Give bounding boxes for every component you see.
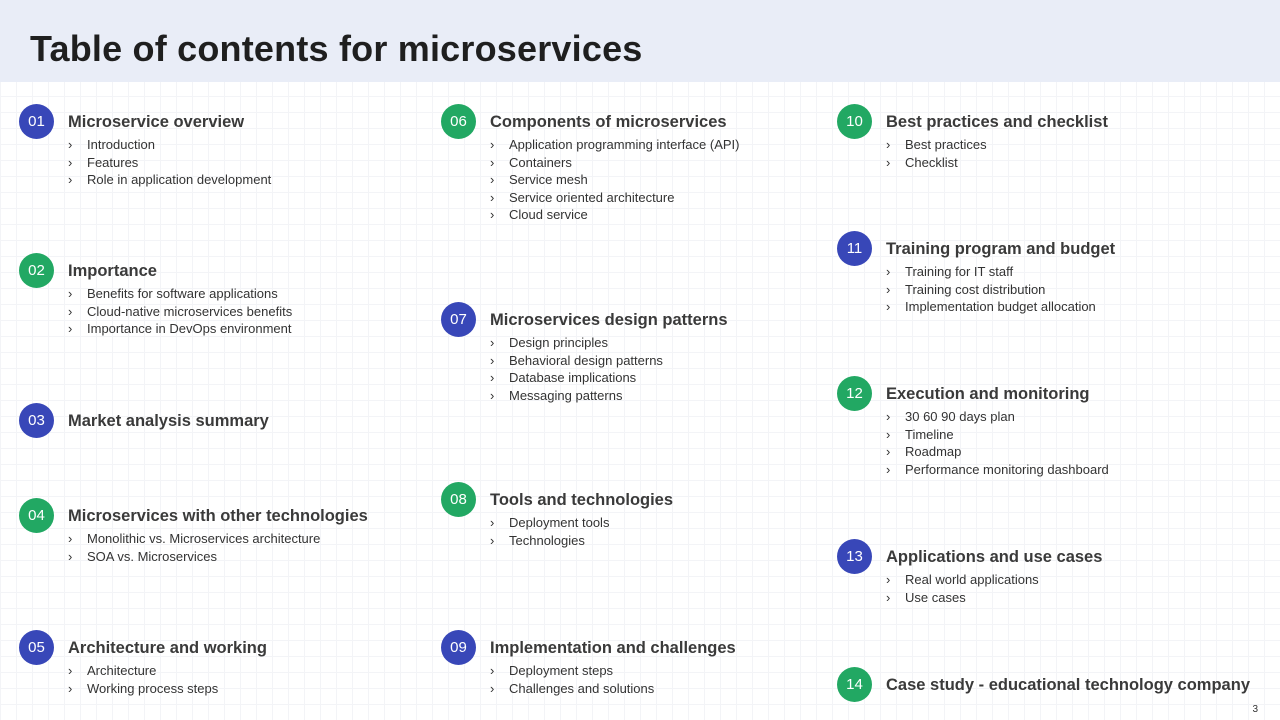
- section-title[interactable]: Importance: [68, 262, 157, 280]
- section-item: [886, 281, 1096, 299]
- section-item-label: Behavioral design patterns: [509, 352, 663, 368]
- section-item: [886, 154, 987, 172]
- section-item: [68, 285, 292, 303]
- chevron-right-icon: ›: [490, 207, 495, 223]
- section-item: [490, 352, 663, 370]
- section-number-badge: 08: [441, 482, 476, 517]
- chevron-right-icon: ›: [68, 548, 73, 564]
- section-item-label: Importance in DevOps environment: [87, 321, 292, 337]
- section-item: [68, 680, 218, 698]
- chevron-right-icon: ›: [68, 303, 73, 319]
- chevron-right-icon: ›: [490, 189, 495, 205]
- chevron-right-icon: ›: [886, 154, 891, 170]
- section-items-list: [68, 136, 271, 189]
- section-item-label: SOA vs. Microservices: [87, 548, 218, 564]
- section-item-label: Timeline: [905, 426, 954, 442]
- section-title[interactable]: Implementation and challenges: [490, 639, 736, 657]
- section-number-badge: 14: [837, 667, 872, 702]
- section-items-list: [886, 263, 1096, 316]
- section-item-label: Cloud-native microservices benefits: [87, 303, 293, 319]
- section-number-badge: 02: [19, 253, 54, 288]
- section-item-label: Application programming interface (API): [509, 137, 740, 152]
- section-item-label: Real world applications: [905, 572, 1039, 587]
- chevron-right-icon: ›: [68, 531, 73, 546]
- chevron-right-icon: ›: [886, 444, 891, 460]
- section-item: [490, 532, 609, 550]
- section-title[interactable]: Components of microservices: [490, 113, 727, 131]
- section-item-label: Introduction: [87, 137, 155, 152]
- section-item: [490, 334, 663, 352]
- section-number-badge: 01: [19, 104, 54, 139]
- section-item: [68, 136, 271, 154]
- section-number-badge: 07: [441, 302, 476, 337]
- chevron-right-icon: ›: [68, 321, 73, 337]
- section-item: [490, 154, 740, 172]
- section-item-label: Implementation budget allocation: [905, 299, 1096, 315]
- section-item-label: Technologies: [509, 532, 585, 548]
- section-items-list: [68, 662, 218, 697]
- section-item: [68, 303, 292, 321]
- section-item: [490, 171, 740, 189]
- section-item: [490, 189, 740, 207]
- section-number-badge: 12: [837, 376, 872, 411]
- section-item-label: Role in application development: [87, 172, 272, 188]
- section-item: [886, 136, 987, 154]
- chevron-right-icon: ›: [490, 154, 495, 170]
- section-title[interactable]: Architecture and working: [68, 639, 267, 657]
- section-title[interactable]: Microservices with other technologies: [68, 507, 368, 525]
- section-title[interactable]: Applications and use cases: [886, 548, 1103, 566]
- section-item: [490, 680, 654, 698]
- section-title[interactable]: Tools and technologies: [490, 491, 674, 509]
- section-item: [68, 530, 320, 548]
- section-item-label: Database implications: [509, 370, 637, 386]
- section-number-badge: 03: [19, 403, 54, 438]
- section-item-label: Containers: [509, 154, 572, 170]
- section-items-list: [490, 514, 609, 549]
- chevron-right-icon: ›: [68, 172, 73, 188]
- section-item: [68, 154, 271, 172]
- chevron-right-icon: ›: [490, 370, 495, 386]
- section-item-label: Roadmap: [905, 444, 962, 460]
- section-number-badge: 10: [837, 104, 872, 139]
- chevron-right-icon: ›: [490, 137, 495, 152]
- chevron-right-icon: ›: [68, 663, 73, 678]
- chevron-right-icon: ›: [886, 461, 891, 477]
- section-item-label: Features: [87, 154, 139, 170]
- section-item: [68, 171, 271, 189]
- chevron-right-icon: ›: [490, 532, 495, 548]
- section-item-label: Training for IT staff: [905, 264, 1014, 279]
- section-item: [490, 206, 740, 224]
- section-item: [886, 298, 1096, 316]
- chevron-right-icon: ›: [490, 352, 495, 368]
- section-item-label: Architecture: [87, 663, 157, 678]
- section-number-badge: 13: [837, 539, 872, 574]
- section-items-list: [68, 530, 320, 565]
- section-title[interactable]: Best practices and checklist: [886, 113, 1108, 131]
- chevron-right-icon: ›: [886, 426, 891, 442]
- section-items-list: [886, 136, 987, 171]
- section-item: [68, 320, 292, 338]
- chevron-right-icon: ›: [886, 281, 891, 297]
- section-item-label: Deployment tools: [509, 515, 610, 530]
- section-item-label: Best practices: [905, 137, 987, 152]
- section-item-label: Use cases: [905, 589, 966, 605]
- section-item-label: Deployment steps: [509, 663, 614, 678]
- section-item-label: Cloud service: [509, 207, 588, 223]
- section-item: [886, 443, 1109, 461]
- section-item: [490, 514, 609, 532]
- section-item-label: Service mesh: [509, 172, 588, 188]
- section-item-label: Messaging patterns: [509, 387, 623, 403]
- section-item: [886, 408, 1109, 426]
- section-item-label: Challenges and solutions: [509, 680, 655, 696]
- section-number-badge: 06: [441, 104, 476, 139]
- section-item-label: Working process steps: [87, 680, 219, 696]
- page-title: Table of contents for microservices: [30, 28, 643, 69]
- chevron-right-icon: ›: [68, 137, 73, 152]
- section-item: [886, 589, 1039, 607]
- section-item: [68, 662, 218, 680]
- section-item: [490, 387, 663, 405]
- section-item-label: Service oriented architecture: [509, 189, 675, 205]
- section-items-list: [490, 334, 663, 404]
- section-item: [886, 571, 1039, 589]
- section-title[interactable]: Execution and monitoring: [886, 385, 1090, 403]
- section-item: [490, 136, 740, 154]
- section-number-badge: 11: [837, 231, 872, 266]
- section-items-list: [68, 285, 292, 338]
- chevron-right-icon: ›: [886, 299, 891, 315]
- chevron-right-icon: ›: [886, 409, 891, 424]
- chevron-right-icon: ›: [68, 680, 73, 696]
- section-items-list: [886, 408, 1109, 478]
- section-item: [68, 548, 320, 566]
- section-title[interactable]: Microservices design patterns: [490, 311, 728, 329]
- chevron-right-icon: ›: [490, 663, 495, 678]
- section-item: [490, 369, 663, 387]
- page-number: 3: [1252, 704, 1258, 715]
- section-item-label: Training cost distribution: [905, 281, 1046, 297]
- section-title[interactable]: Microservice overview: [68, 113, 245, 131]
- section-items-list: [490, 662, 654, 697]
- section-item-label: 30 60 90 days plan: [905, 409, 1015, 424]
- chevron-right-icon: ›: [886, 589, 891, 605]
- section-number-badge: 09: [441, 630, 476, 665]
- section-items-list: [886, 571, 1039, 606]
- section-item-label: Benefits for software applications: [87, 286, 278, 301]
- chevron-right-icon: ›: [886, 264, 891, 279]
- chevron-right-icon: ›: [490, 387, 495, 403]
- section-item-label: Monolithic vs. Microservices architecture: [87, 531, 321, 546]
- section-number-badge: 04: [19, 498, 54, 533]
- section-item-label: Checklist: [905, 154, 958, 170]
- section-number-badge: 05: [19, 630, 54, 665]
- section-item: [490, 662, 654, 680]
- section-title[interactable]: Market analysis summary: [68, 412, 269, 430]
- section-item-label: Performance monitoring dashboard: [905, 461, 1109, 477]
- header-bar: [0, 0, 1280, 82]
- section-title[interactable]: Case study - educational technology company: [886, 676, 1250, 694]
- section-item: [886, 426, 1109, 444]
- chevron-right-icon: ›: [68, 154, 73, 170]
- chevron-right-icon: ›: [490, 515, 495, 530]
- chevron-right-icon: ›: [490, 172, 495, 188]
- section-title[interactable]: Training program and budget: [886, 240, 1116, 258]
- chevron-right-icon: ›: [68, 286, 73, 301]
- section-items-list: [490, 136, 740, 224]
- chevron-right-icon: ›: [886, 572, 891, 587]
- section-item-label: Design principles: [509, 335, 608, 350]
- chevron-right-icon: ›: [886, 137, 891, 152]
- section-item: [886, 263, 1096, 281]
- chevron-right-icon: ›: [490, 680, 495, 696]
- chevron-right-icon: ›: [490, 335, 495, 350]
- section-item: [886, 461, 1109, 479]
